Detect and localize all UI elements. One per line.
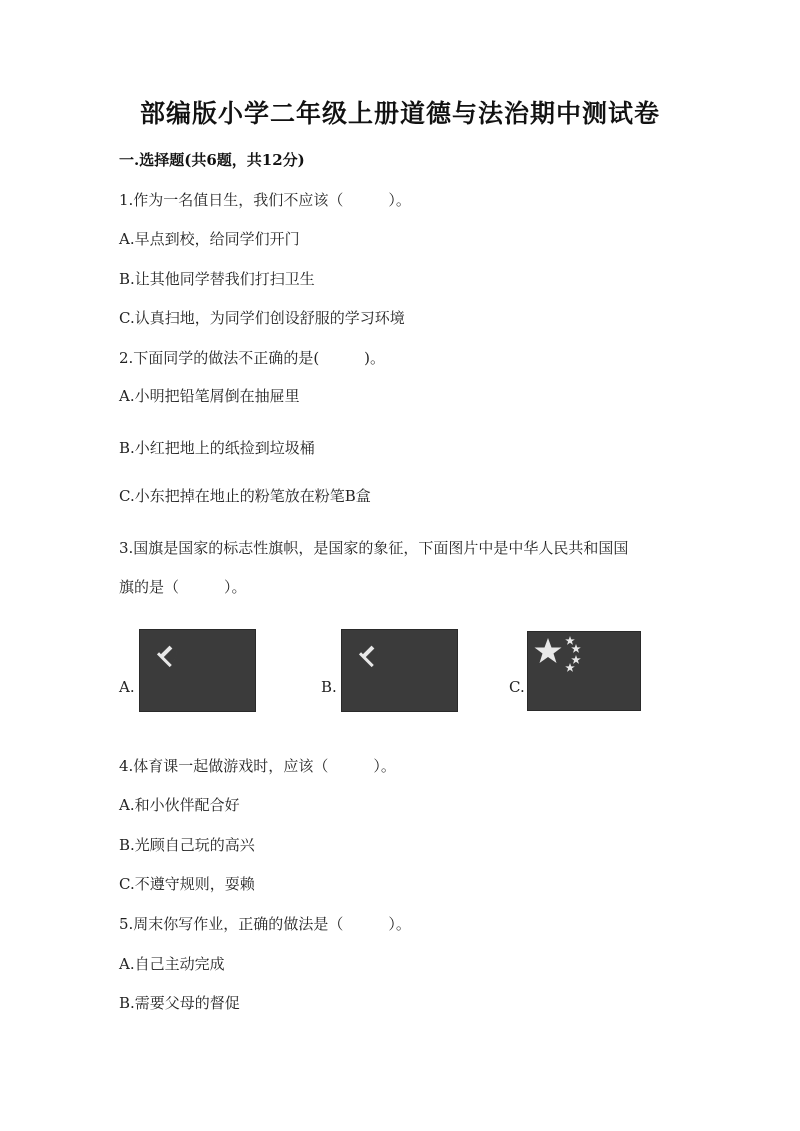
question-1-option-a[interactable]: A.早点到校，给同学们开门 — [119, 230, 300, 248]
question-1-option-b[interactable]: B.让其他同学替我们打扫卫生 — [119, 270, 315, 288]
question-3-stem-line1: 3.国旗是国家的标志性旗帜，是国家的象征，下面图片中是中华人民共和国国 — [119, 539, 629, 557]
hammer-sickle-icon — [351, 637, 391, 677]
question-3-option-a-flag-image[interactable] — [139, 629, 256, 712]
question-2-option-a[interactable]: A.小明把铅笔屑倒在抽屉里 — [119, 387, 300, 405]
question-3-option-b-flag-image[interactable] — [341, 629, 458, 712]
question-3-stem-line2: 旗的是（ ）。 — [119, 578, 247, 596]
question-3-option-c-label[interactable]: C. — [509, 678, 525, 696]
question-4-option-a[interactable]: A.和小伙伴配合好 — [119, 796, 240, 814]
question-5-option-b[interactable]: B.需要父母的督促 — [119, 994, 240, 1012]
question-5-option-a[interactable]: A.自己主动完成 — [119, 955, 225, 973]
question-3-option-b-label[interactable]: B. — [321, 678, 337, 696]
question-5-stem: 5.周末你写作业，正确的做法是（ ）。 — [119, 915, 411, 933]
question-2-stem: 2.下面同学的做法不正确的是( )。 — [119, 349, 386, 367]
section-heading: 一.选择题(共6题，共12分) — [119, 151, 305, 169]
page-title: 部编版小学二年级上册道德与法治期中测试卷 — [139, 99, 660, 128]
question-4-option-c[interactable]: C.不遵守规则，耍赖 — [119, 875, 255, 893]
question-2-option-b[interactable]: B.小红把地上的纸捡到垃圾桶 — [119, 439, 315, 457]
hammer-sickle-icon — [149, 637, 189, 677]
question-2-option-c[interactable]: C.小东把掉在地止的粉笔放在粉笔B盒 — [119, 487, 371, 505]
question-3-option-a-label[interactable]: A. — [119, 678, 135, 696]
question-4-stem: 4.体育课一起做游戏时，应该（ ）。 — [119, 757, 396, 775]
question-1-stem: 1.作为一名值日生，我们不应该（ ）。 — [119, 191, 411, 209]
five-stars-icon — [533, 635, 593, 685]
question-1-option-c[interactable]: C.认真扫地，为同学们创设舒服的学习环境 — [119, 309, 405, 327]
question-3-option-c-flag-image[interactable] — [527, 631, 641, 711]
question-4-option-b[interactable]: B.光顾自己玩的高兴 — [119, 836, 255, 854]
